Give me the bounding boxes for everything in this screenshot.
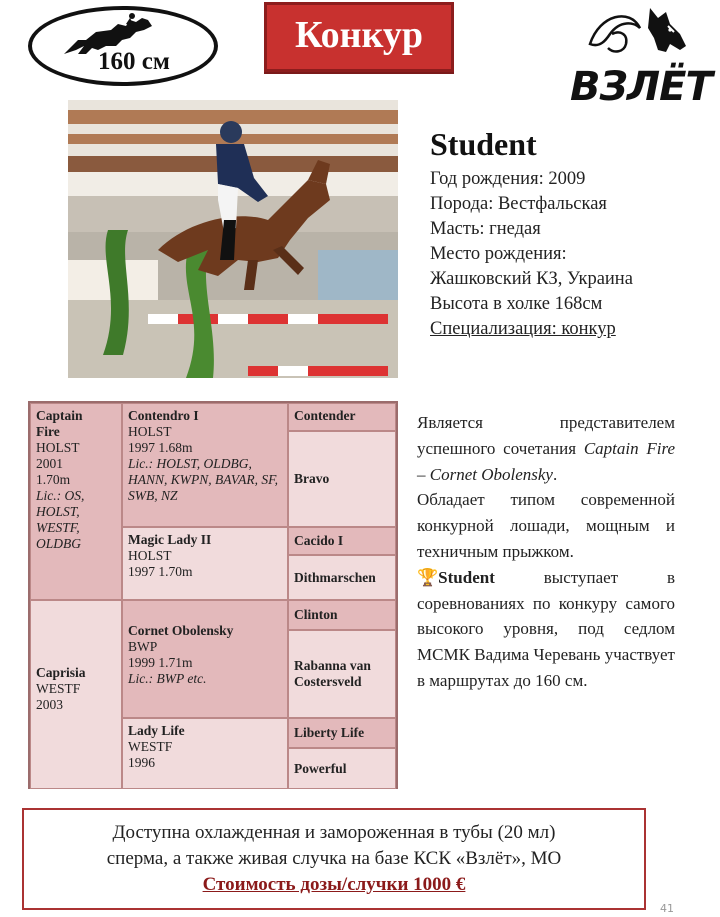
withers-height: Высота в холке 168см bbox=[430, 294, 603, 314]
birth-year: Год рождения: 2009 bbox=[430, 169, 586, 189]
pedigree-g3-1: Contender bbox=[288, 403, 396, 431]
pedigree-g3-2: Bravo bbox=[288, 431, 396, 527]
trophy-icon: 🏆 bbox=[417, 567, 439, 587]
offer-price: Стоимость дозы/случки 1000 € bbox=[202, 874, 466, 895]
horse-photo bbox=[68, 100, 398, 378]
horse-info bbox=[430, 126, 710, 342]
specialization: Специализация: конкур bbox=[430, 319, 616, 339]
page-number: 41 bbox=[660, 902, 674, 915]
offer-line-1: Доступна охлажденная и замороженная в тубы (20 мл) bbox=[112, 822, 556, 843]
pedigree-g3-3: Cacido I bbox=[288, 527, 396, 555]
pedigree-g3-5: Clinton bbox=[288, 600, 396, 630]
description-p1: Является представителем успешного сочетания Captain Fire – Cornet Obolensky. bbox=[417, 413, 675, 484]
pedigree-sire-dam: Magic Lady II HOLST 1997 1.70m bbox=[122, 527, 288, 600]
birthplace-value: Жашковский КЗ, Украина bbox=[430, 269, 633, 289]
pedigree-g3-6: Rabanna van Costersveld bbox=[288, 630, 396, 718]
height-badge bbox=[28, 6, 218, 86]
vzlet-logo bbox=[570, 4, 712, 114]
logo-text: ВЗЛЁТ bbox=[570, 64, 712, 110]
pedigree-dam-sire: Cornet Obolensky BWP 1999 1.71m Lic.: BWP etc. bbox=[122, 600, 288, 718]
horse-description bbox=[417, 410, 675, 694]
pedigree-sire: Captain Fire HOLST 2001 1.70m Lic.: OS, HOLST, WESTF, OLDBG bbox=[30, 403, 122, 600]
pedigree-g3-8: Powerful bbox=[288, 748, 396, 789]
pedigree-g3-7: Liberty Life bbox=[288, 718, 396, 748]
pedigree-dam: Caprisia WESTF 2003 bbox=[30, 600, 122, 789]
coat-color: Масть: гнедая bbox=[430, 219, 541, 239]
horse-head-logo-icon bbox=[570, 4, 704, 68]
pedigree-sire-sire: Contendro I HOLST 1997 1.68m Lic.: HOLST, OLDBG, HANN, KWPN, BAVAR, SF, SWB, NZ bbox=[122, 403, 288, 527]
breed: Порода: Вестфальская bbox=[430, 194, 607, 214]
birthplace-label: Место рождения: bbox=[430, 244, 567, 264]
offer-line-2: сперма, а также живая случка на базе КСК «Взлёт», МО bbox=[106, 848, 562, 869]
height-badge-label: 160 см bbox=[98, 48, 170, 75]
offer-box bbox=[22, 808, 646, 910]
pedigree-g3-4: Dithmarschen bbox=[288, 555, 396, 600]
description-p3: 🏆Student выступает в соревнованиях по конкуру самого высокого уровня, под седлом МСМК Вадима Черевань участвует в маршрутах до 160 см. bbox=[417, 565, 675, 694]
pedigree-table bbox=[28, 401, 398, 789]
horse-name: Student bbox=[430, 126, 537, 162]
description-p2: Обладает типом современной конкурной лошади, мощным и техничным прыжком. bbox=[417, 490, 675, 561]
pedigree-dam-dam: Lady Life WESTF 1996 bbox=[122, 718, 288, 789]
page-title: Конкур bbox=[264, 2, 454, 72]
